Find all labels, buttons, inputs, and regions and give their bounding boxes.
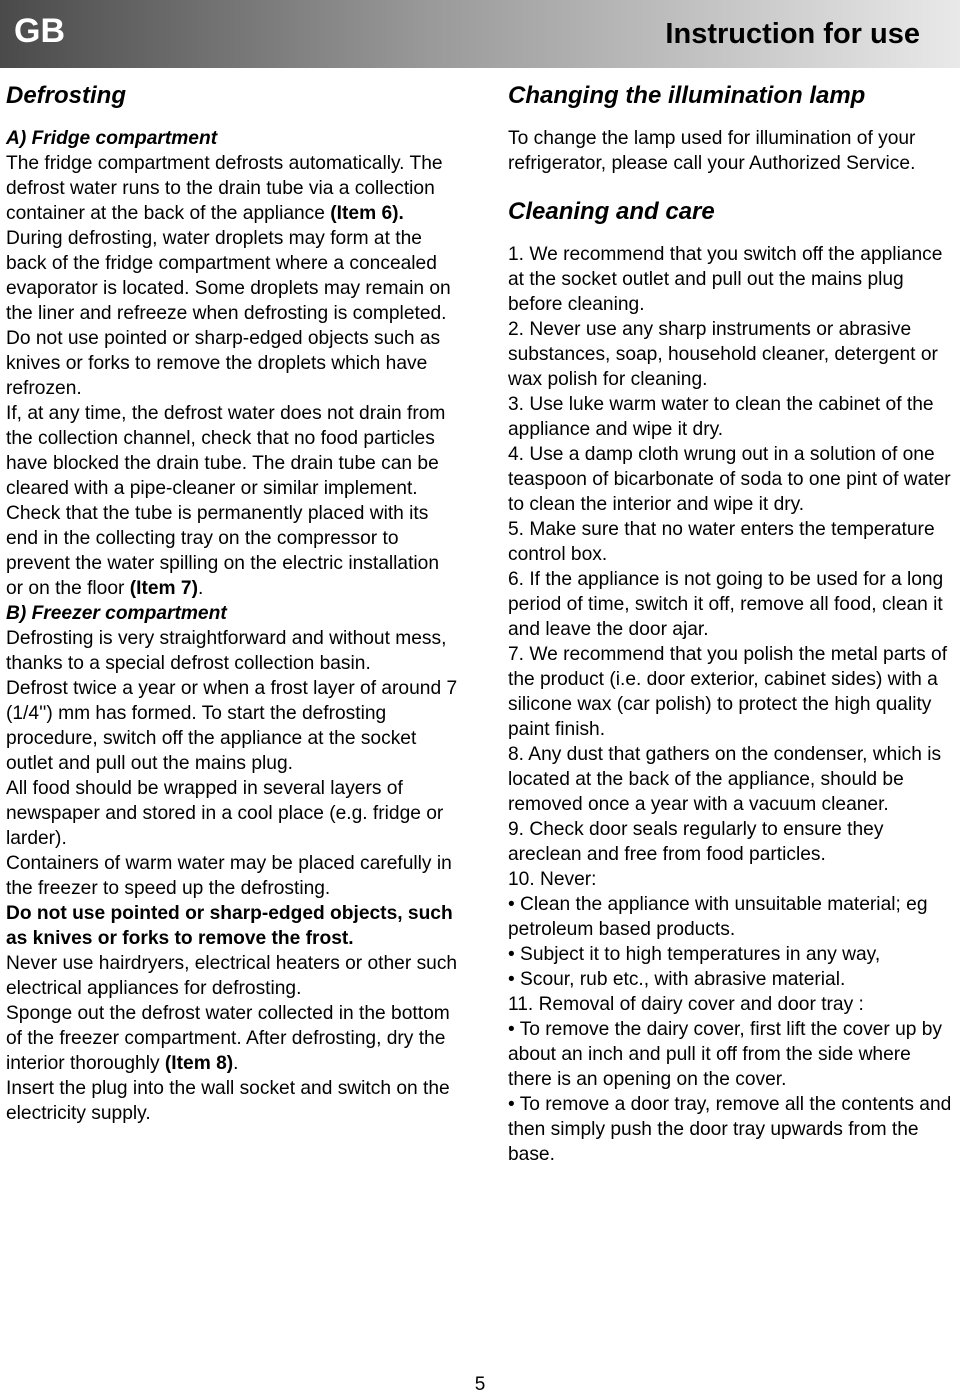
freezer-paragraph-6: Never use hairdryers, electrical heaters or other such electrical appliances for defrosting. bbox=[6, 953, 458, 999]
fridge-paragraph-2: During defrosting, water droplets may form at the back of the fridge compartment where a concealed evaporator is located. Some droplets may remain on the liner and refreeze when defrosting is completed. Do not use pointed or sharp-edged objects such as knives or forks to remove the droplets which have refrozen. bbox=[6, 228, 451, 399]
never-item: • Subject it to high temperatures in any way, bbox=[508, 944, 881, 965]
page-number: 5 bbox=[474, 1374, 486, 1395]
care-item: 9. Check door seals regularly to ensure they areclean and free from food particles. bbox=[508, 819, 884, 865]
never-item: • Clean the appliance with unsuitable material; eg petroleum based products. bbox=[508, 894, 928, 940]
lamp-text: To change the lamp used for illumination of your refrigerator, please call your Authorized Service. bbox=[508, 128, 916, 174]
page-header bbox=[0, 0, 960, 68]
freezer-paragraph-8: Insert the plug into the wall socket and switch on the electricity supply. bbox=[6, 1078, 450, 1124]
care-item: 3. Use luke warm water to clean the cabinet of the appliance and wipe it dry. bbox=[508, 394, 934, 440]
care-item: 8. Any dust that gathers on the condenser, which is located at the back of the appliance, should be removed once a year with a vacuum cleaner. bbox=[508, 744, 942, 815]
left-column bbox=[6, 82, 458, 1126]
care-heading: Cleaning and care bbox=[508, 198, 715, 225]
care-item: 1. We recommend that you switch off the appliance at the socket outlet and pull out the mains plug before cleaning. bbox=[508, 244, 943, 315]
care-item: 5. Make sure that no water enters the temperature control box. bbox=[508, 519, 935, 565]
fridge-subheading: A) Fridge compartment bbox=[6, 128, 218, 149]
freezer-paragraph-2: Defrost twice a year or when a frost layer of around 7 (1/4'') mm has formed. To start the defrosting procedure, switch off the appliance at the socket outlet and pull out the mains plug. bbox=[6, 678, 458, 774]
freezer-subheading: B) Freezer compartment bbox=[6, 603, 227, 624]
language-code: GB bbox=[14, 12, 65, 50]
freezer-warning: Do not use pointed or sharp-edged objects, such as knives or forks to remove the frost. bbox=[6, 903, 453, 949]
care-item: 7. We recommend that you polish the metal parts of the product (i.e. door exterior, cabinet sides) with a silicone wax (car polish) to protect the high quality paint finish. bbox=[508, 644, 948, 740]
right-column bbox=[508, 82, 956, 1167]
lamp-heading: Changing the illumination lamp bbox=[508, 82, 866, 109]
freezer-paragraph-4: Containers of warm water may be placed carefully in the freezer to speed up the defrosting. bbox=[6, 853, 452, 899]
removal-item: • To remove the dairy cover, first lift the cover up by about an inch and pull it off from the side where there is an opening on the cover. bbox=[508, 1019, 943, 1090]
freezer-paragraph-3: All food should be wrapped in several layers of newspaper and stored in a cool place (e.g. fridge or larder). bbox=[6, 778, 444, 849]
defrosting-heading: Defrosting bbox=[6, 82, 126, 109]
removal-item: • To remove a door tray, remove all the contents and then simply push the door tray upwards from the base. bbox=[508, 1094, 952, 1165]
fridge-paragraph-4: Check that the tube is permanently placed with its end in the collecting tray on the compressor to prevent the water spilling on the electric installation or on the floor (Item 7). bbox=[6, 503, 440, 599]
never-item: • Scour, rub etc., with abrasive material. bbox=[508, 969, 846, 990]
fridge-paragraph-1: The fridge compartment defrosts automatically. The defrost water runs to the drain tube via a collection container at the back of the appliance (Item 6). bbox=[6, 153, 443, 224]
care-item: 2. Never use any sharp instruments or abrasive substances, soap, household cleaner, detergent or wax polish for cleaning. bbox=[508, 319, 938, 390]
freezer-paragraph-7: Sponge out the defrost water collected in the bottom of the freezer compartment. After defrosting, dry the interior thoroughly (Item 8). bbox=[6, 1003, 450, 1074]
fridge-paragraph-3: If, at any time, the defrost water does not drain from the collection channel, check that no food particles have blocked the drain tube. The drain tube can be cleared with a pipe-cleaner or similar implement. bbox=[6, 403, 446, 499]
freezer-paragraph-1: Defrosting is very straightforward and without mess, thanks to a special defrost collection basin. bbox=[6, 628, 447, 674]
removal-heading: 11. Removal of dairy cover and door tray : bbox=[508, 994, 864, 1015]
care-item: 6. If the appliance is not going to be used for a long period of time, switch it off, remove all food, clean it and leave the door ajar. bbox=[508, 569, 944, 640]
document-title: Instruction for use bbox=[665, 18, 920, 50]
never-heading: 10. Never: bbox=[508, 869, 597, 890]
care-item: 4. Use a damp cloth wrung out in a solution of one teaspoon of bicarbonate of soda to one pint of water to clean the interior and wipe it dry. bbox=[508, 444, 951, 515]
